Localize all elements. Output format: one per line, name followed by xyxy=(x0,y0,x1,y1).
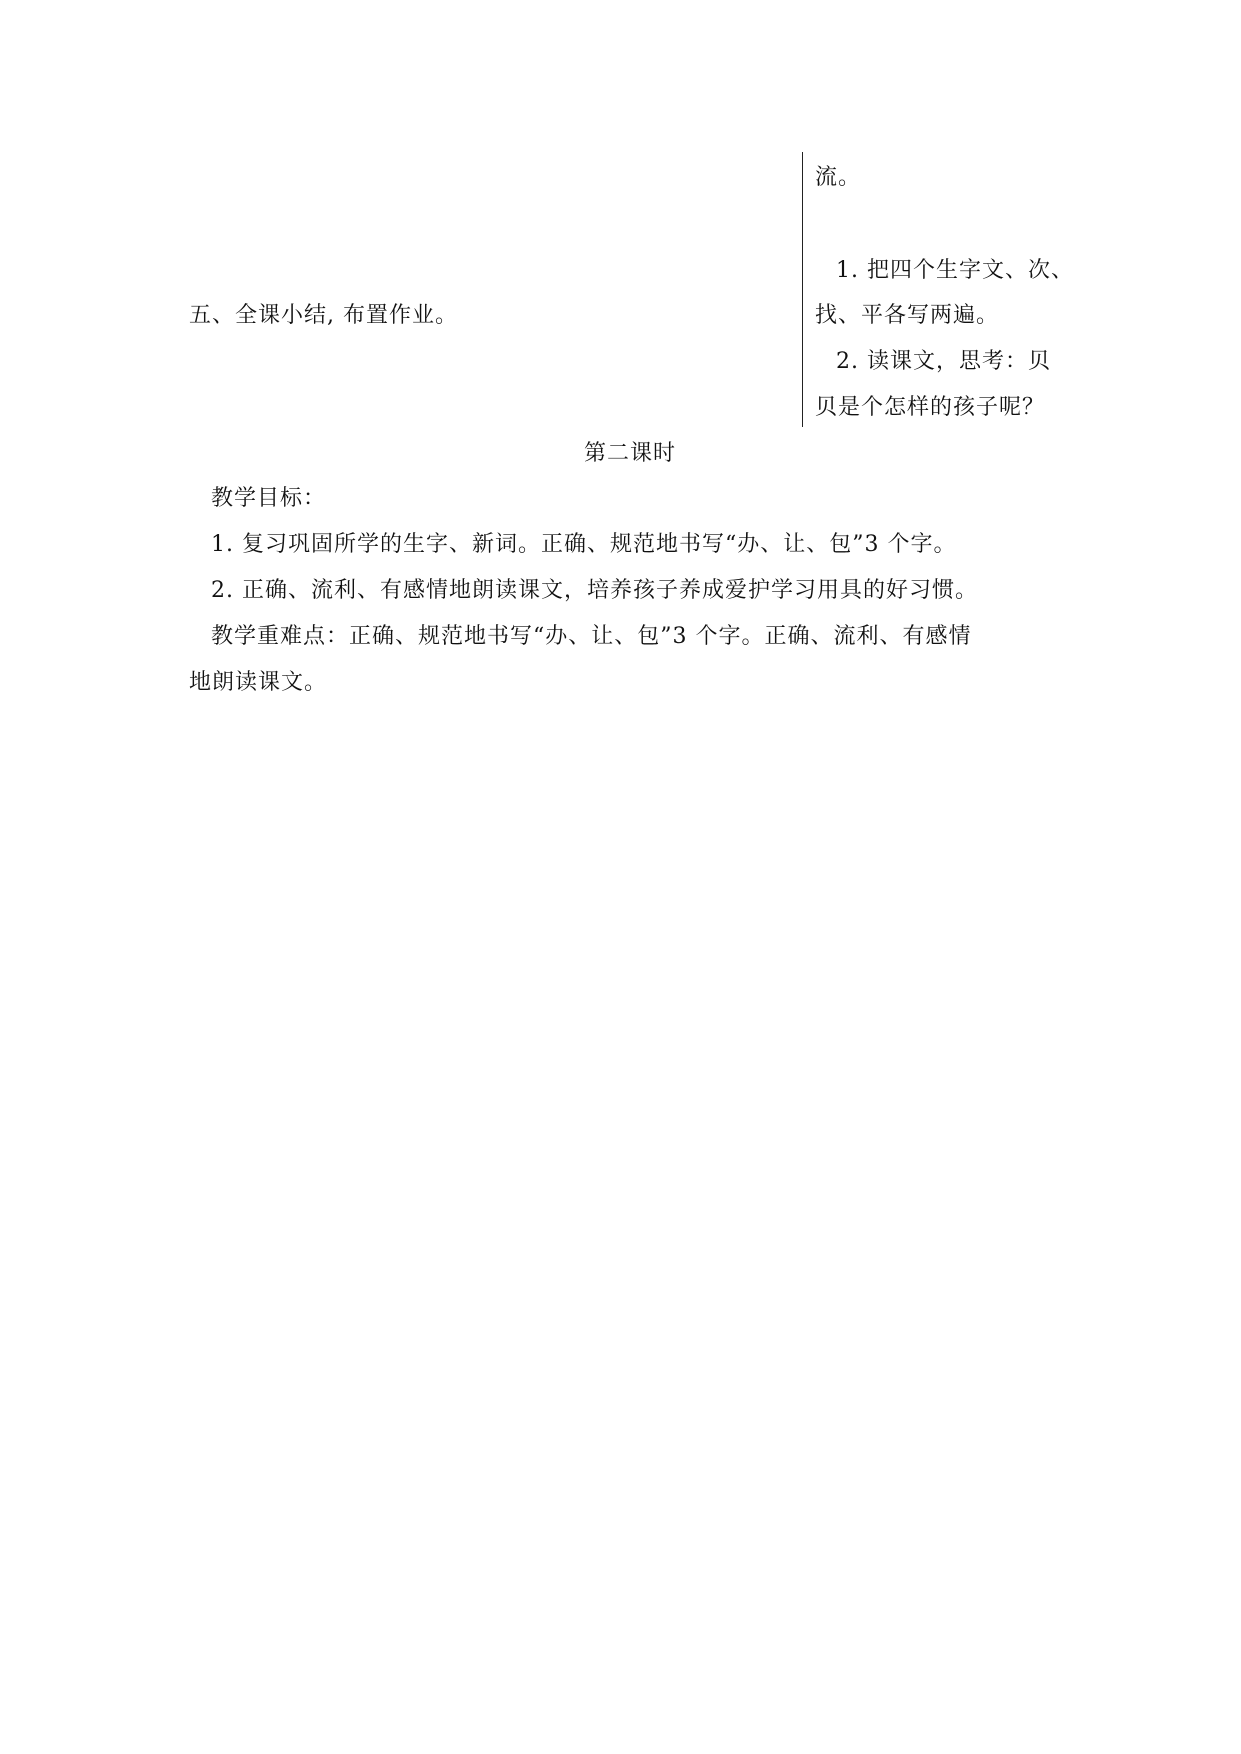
key-points-line-2: 地朗读课文。 xyxy=(189,670,328,695)
left-col-step-5: 五、全课小结, 布置作业。 xyxy=(189,303,458,328)
right-col-line-1: 流。 xyxy=(815,165,862,190)
right-col-line-5: 贝是个怎样的孩子呢？ xyxy=(815,395,1046,420)
lesson-heading: 第二课时 xyxy=(583,441,676,466)
goal-item-2: 2. 正确、流利、有感情地朗读课文，培养孩子养成爱护学习用具的好习惯。 xyxy=(211,578,978,603)
goals-label: 教学目标： xyxy=(211,486,327,511)
right-col-line-2: 1. 把四个生字文、次、 xyxy=(836,258,1074,283)
key-points-line-1: 教学重难点：正确、规范地书写“办、让、包”3 个字。正确、流利、有感情 xyxy=(211,624,972,649)
right-col-line-3: 找、平各写两遍。 xyxy=(815,303,1000,328)
goal-item-1: 1. 复习巩固所学的生字、新词。正确、规范地书写“办、让、包”3 个字。 xyxy=(211,532,957,557)
table-column-divider xyxy=(802,152,803,427)
right-col-line-4: 2. 读课文，思考：贝 xyxy=(836,349,1051,374)
